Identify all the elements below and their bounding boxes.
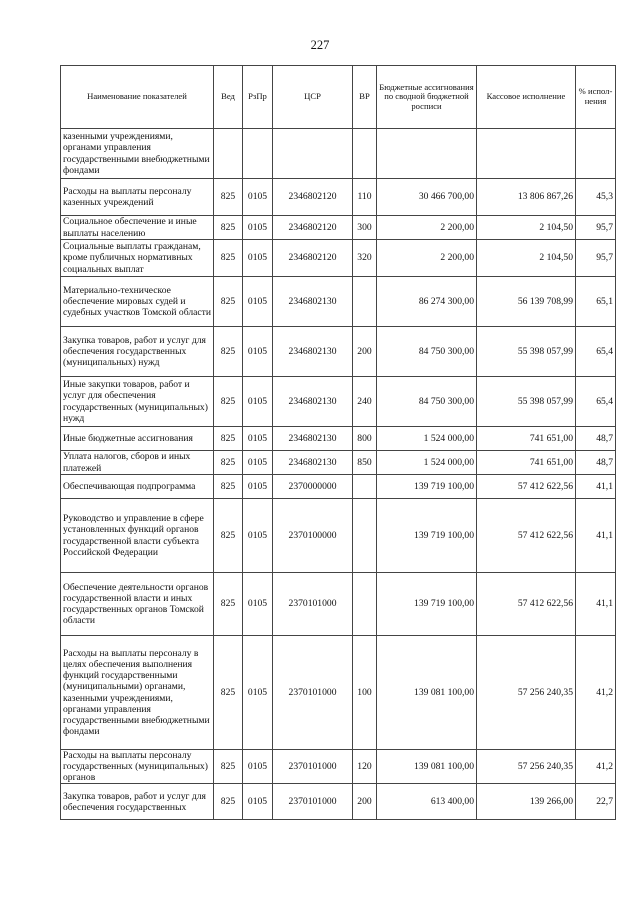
cell-name: Материально-техническое обеспечение мировых судей и судебных участков Томской области	[61, 277, 214, 327]
cell-pct: 41,1	[576, 475, 616, 499]
cell-cash: 57 256 240,35	[477, 750, 576, 784]
cell-name: Уплата налогов, сборов и иных платежей	[61, 451, 214, 475]
cell-name: Иные закупки товаров, работ и услуг для обеспечения государственных (муниципальных) нужд	[61, 377, 214, 427]
cell-rzpr: 0105	[243, 750, 273, 784]
cell-ved: 825	[214, 179, 243, 216]
col-budget-header: Бюджетные ассигнования по сводной бюджетной росписи	[377, 66, 477, 129]
cell-vr	[353, 475, 377, 499]
cell-name: Социальные выплаты гражданам, кроме публичных нормативных социальных выплат	[61, 240, 214, 277]
cell-budget: 139 081 100,00	[377, 750, 477, 784]
cell-pct: 65,4	[576, 327, 616, 377]
cell-ved: 825	[214, 451, 243, 475]
cell-cash: 741 651,00	[477, 427, 576, 451]
cell-vr	[353, 499, 377, 573]
cell-rzpr: 0105	[243, 277, 273, 327]
cell-rzpr: 0105	[243, 240, 273, 277]
cell-pct: 65,4	[576, 377, 616, 427]
cell-pct: 41,1	[576, 499, 616, 573]
cell-ved: 825	[214, 377, 243, 427]
cell-budget	[377, 129, 477, 179]
cell-name: Обеспечивающая подпрограмма	[61, 475, 214, 499]
cell-csr: 2370101000	[273, 636, 353, 750]
cell-cash: 139 266,00	[477, 784, 576, 820]
cell-vr: 300	[353, 216, 377, 240]
cell-csr: 2346802120	[273, 179, 353, 216]
cell-budget: 139 719 100,00	[377, 573, 477, 636]
cell-ved: 825	[214, 499, 243, 573]
cell-budget: 86 274 300,00	[377, 277, 477, 327]
table-row	[61, 451, 616, 475]
cell-cash: 741 651,00	[477, 451, 576, 475]
cell-budget: 1 524 000,00	[377, 427, 477, 451]
cell-rzpr: 0105	[243, 573, 273, 636]
cell-pct: 95,7	[576, 240, 616, 277]
cell-pct: 41,2	[576, 750, 616, 784]
cell-csr: 2370100000	[273, 499, 353, 573]
cell-pct: 22,7	[576, 784, 616, 820]
cell-vr	[353, 277, 377, 327]
cell-csr: 2346802130	[273, 451, 353, 475]
cell-csr: 2346802120	[273, 216, 353, 240]
cell-ved: 825	[214, 475, 243, 499]
cell-ved	[214, 129, 243, 179]
cell-ved: 825	[214, 240, 243, 277]
col-ved-header: Вед	[214, 66, 243, 129]
cell-cash: 57 256 240,35	[477, 636, 576, 750]
table-row	[61, 377, 616, 427]
cell-name: Руководство и управление в сфере установленных функций органов государственной власти субъекта Российской Федерации	[61, 499, 214, 573]
cell-pct: 41,1	[576, 573, 616, 636]
cell-ved: 825	[214, 573, 243, 636]
page-number: 227	[310, 38, 330, 52]
cell-name: Расходы на выплаты персоналу казенных учреждений	[61, 179, 214, 216]
cell-cash: 57 412 622,56	[477, 475, 576, 499]
cell-vr: 850	[353, 451, 377, 475]
table-row	[61, 216, 616, 240]
cell-ved: 825	[214, 636, 243, 750]
cell-ved: 825	[214, 277, 243, 327]
cell-name: Закупка товаров, работ и услуг для обеспечения государственных (муниципальных) нужд	[61, 327, 214, 377]
cell-cash: 56 139 708,99	[477, 277, 576, 327]
cell-budget: 84 750 300,00	[377, 377, 477, 427]
cell-csr: 2370101000	[273, 573, 353, 636]
cell-vr: 240	[353, 377, 377, 427]
cell-ved: 825	[214, 216, 243, 240]
cell-cash: 57 412 622,56	[477, 573, 576, 636]
cell-budget: 1 524 000,00	[377, 451, 477, 475]
cell-name: Иные бюджетные ассигнования	[61, 427, 214, 451]
table-row	[61, 179, 616, 216]
budget-table	[60, 65, 616, 820]
cell-rzpr: 0105	[243, 427, 273, 451]
cell-rzpr: 0105	[243, 327, 273, 377]
cell-vr	[353, 573, 377, 636]
cell-budget: 30 466 700,00	[377, 179, 477, 216]
col-vr-header: ВР	[353, 66, 377, 129]
table-row	[61, 499, 616, 573]
cell-pct: 45,3	[576, 179, 616, 216]
cell-ved: 825	[214, 750, 243, 784]
cell-budget: 613 400,00	[377, 784, 477, 820]
table-row	[61, 636, 616, 750]
cell-rzpr: 0105	[243, 784, 273, 820]
table-row	[61, 427, 616, 451]
cell-rzpr: 0105	[243, 179, 273, 216]
cell-rzpr: 0105	[243, 475, 273, 499]
cell-name: Расходы на выплаты персоналу государственных (муниципальных) органов	[61, 750, 214, 784]
col-pct-header: % испол-нения	[576, 66, 616, 129]
table-row	[61, 750, 616, 784]
table-row	[61, 784, 616, 820]
cell-pct	[576, 129, 616, 179]
cell-budget: 139 081 100,00	[377, 636, 477, 750]
col-csr-header: ЦСР	[273, 66, 353, 129]
cell-csr: 2346802130	[273, 427, 353, 451]
cell-cash: 13 806 867,26	[477, 179, 576, 216]
cell-budget: 139 719 100,00	[377, 475, 477, 499]
cell-csr: 2370101000	[273, 750, 353, 784]
cell-vr: 120	[353, 750, 377, 784]
cell-vr: 320	[353, 240, 377, 277]
cell-csr: 2370000000	[273, 475, 353, 499]
cell-name: казенными учреждениями, органами управления государственными внебюджетными фондами	[61, 129, 214, 179]
cell-pct: 65,1	[576, 277, 616, 327]
col-cash-header: Кассовое исполнение	[477, 66, 576, 129]
cell-cash	[477, 129, 576, 179]
cell-ved: 825	[214, 327, 243, 377]
cell-vr: 110	[353, 179, 377, 216]
cell-budget: 2 200,00	[377, 240, 477, 277]
table-row	[61, 240, 616, 277]
cell-csr	[273, 129, 353, 179]
cell-rzpr: 0105	[243, 636, 273, 750]
cell-cash: 2 104,50	[477, 240, 576, 277]
cell-vr: 100	[353, 636, 377, 750]
cell-budget: 139 719 100,00	[377, 499, 477, 573]
cell-pct: 48,7	[576, 451, 616, 475]
cell-vr	[353, 129, 377, 179]
table-row	[61, 475, 616, 499]
cell-csr: 2346802130	[273, 327, 353, 377]
cell-cash: 57 412 622,56	[477, 499, 576, 573]
cell-pct: 48,7	[576, 427, 616, 451]
cell-csr: 2346802120	[273, 240, 353, 277]
cell-name: Социальное обеспечение и иные выплаты населению	[61, 216, 214, 240]
cell-rzpr	[243, 129, 273, 179]
table-row	[61, 327, 616, 377]
cell-ved: 825	[214, 427, 243, 451]
cell-rzpr: 0105	[243, 451, 273, 475]
cell-cash: 2 104,50	[477, 216, 576, 240]
cell-cash: 55 398 057,99	[477, 377, 576, 427]
cell-name: Закупка товаров, работ и услуг для обеспечения государственных	[61, 784, 214, 820]
cell-name: Обеспечение деятельности органов государственной власти и иных государственных органов Томской области	[61, 573, 214, 636]
cell-vr: 200	[353, 784, 377, 820]
cell-ved: 825	[214, 784, 243, 820]
cell-csr: 2370101000	[273, 784, 353, 820]
col-rzpr-header: РзПр	[243, 66, 273, 129]
cell-pct: 95,7	[576, 216, 616, 240]
cell-vr: 800	[353, 427, 377, 451]
cell-rzpr: 0105	[243, 377, 273, 427]
cell-rzpr: 0105	[243, 499, 273, 573]
table-row	[61, 277, 616, 327]
header-row	[61, 66, 616, 129]
col-name-header: Наименование показателей	[61, 66, 214, 129]
cell-name: Расходы на выплаты персоналу в целях обеспечения выполнения функций государственными (муниципальными) органами, казенными учреждениями, органами управления государственными внебюджетными фондами	[61, 636, 214, 750]
cell-csr: 2346802130	[273, 377, 353, 427]
cell-rzpr: 0105	[243, 216, 273, 240]
table-row	[61, 129, 616, 179]
cell-budget: 84 750 300,00	[377, 327, 477, 377]
cell-budget: 2 200,00	[377, 216, 477, 240]
cell-cash: 55 398 057,99	[477, 327, 576, 377]
cell-csr: 2346802130	[273, 277, 353, 327]
cell-pct: 41,2	[576, 636, 616, 750]
cell-vr: 200	[353, 327, 377, 377]
table-row	[61, 573, 616, 636]
